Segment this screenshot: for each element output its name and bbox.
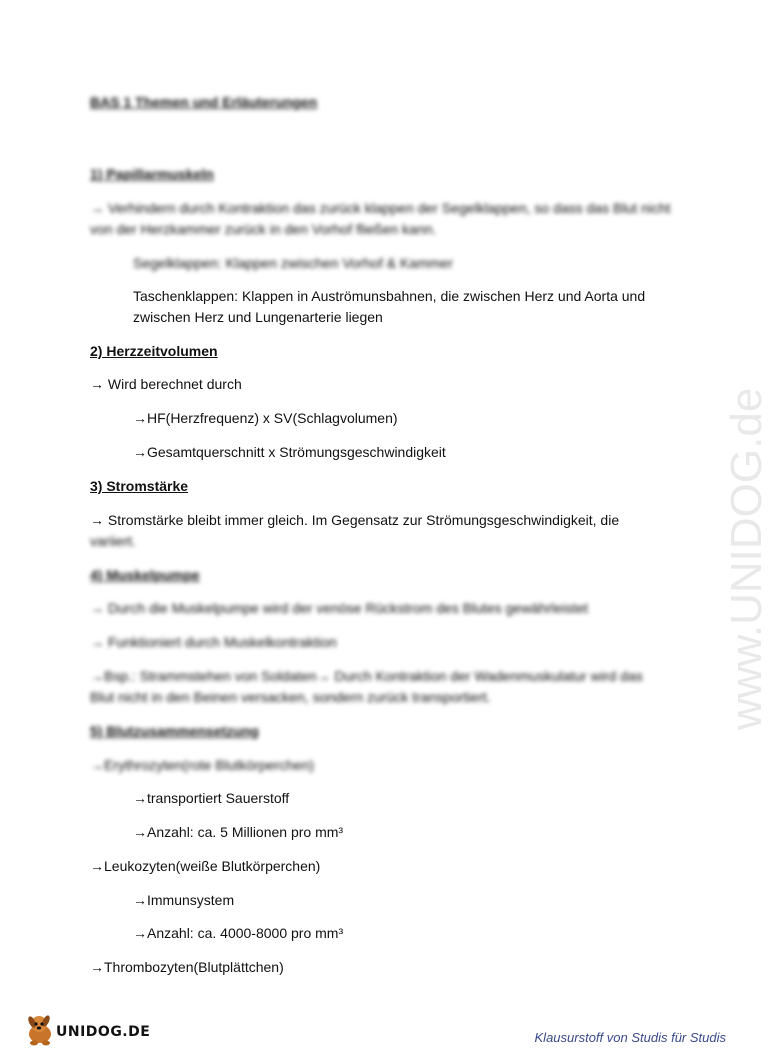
muskelpumpe-text-3: →Bsp.: Strammstehen von Soldaten→ Durch Kontraktion der Wadenmuskulatur wird das: [90, 668, 643, 684]
papillar-text-2: von der Herzkammer zurück in den Vorhof fließen kann.: [90, 221, 437, 237]
taschenklappen-text-1: Taschenklappen: Klappen in Auströmunsbahnen, die zwischen Herz und Aorta und: [133, 288, 646, 304]
erythrozyten-detail-1: →transportiert Sauerstoff: [133, 790, 290, 806]
muskelpumpe-text-1: → Durch die Muskelpumpe wird der venöse Rückstrom des Blutes gewährleistet: [90, 600, 588, 616]
footer-tagline: Klausurstoff von Studis für Studis: [534, 1030, 726, 1045]
thrombozyten-text: →Thrombozyten(Blutplättchen): [90, 959, 284, 975]
section-heading-blutzusammensetzung: 5) Blutzusammensetzung: [90, 723, 259, 739]
watermark: [678, 270, 771, 740]
watermark-text: www.UNIDOG.de: [722, 387, 771, 730]
logo-text: UNIDOG.DE: [56, 1024, 151, 1040]
leukozyten-text: →Leukozyten(weiße Blutkörperchen): [90, 858, 321, 874]
stromstaerke-text-2: variiert.: [90, 533, 136, 549]
section-heading-herzzeitvolumen: 2) Herzzeitvolumen: [90, 343, 218, 359]
dog-mascot-icon: [22, 1012, 58, 1048]
section-heading-stromstaerke: 3) Stromstärke: [90, 478, 189, 494]
leukozyten-detail-2: →Anzahl: ca. 4000-8000 pro mm³: [133, 925, 344, 941]
unidog-logo[interactable]: [22, 1012, 152, 1048]
muskelpumpe-text-2: → Funktioniert durch Muskelkontraktion: [90, 634, 337, 650]
section-heading-papillarmuskeln: 1) Papillarmuskeln: [90, 166, 214, 182]
herzzeit-text-1: → Wird berechnet durch: [90, 376, 242, 392]
erythrozyten-detail-2: →Anzahl: ca. 5 Millionen pro mm³: [133, 824, 344, 840]
document-title: BAS 1 Themen und Erläuterungen: [90, 94, 318, 110]
stromstaerke-text-1: → Stromstärke bleibt immer gleich. Im Gegensatz zur Strömungsgeschwindigkeit, die: [90, 512, 620, 528]
herzzeit-text-2: →HF(Herzfrequenz) x SV(Schlagvolumen): [133, 410, 398, 426]
section-heading-muskelpumpe: 4) Muskelpumpe: [90, 567, 200, 583]
leukozyten-detail-1: →Immunsystem: [133, 892, 235, 908]
erythrozyten-text: →Erythrozyten(rote Blutkörperchen): [90, 757, 315, 773]
segelklappen-text: Segelklappen: Klappen zwischen Vorhof & Kammer: [133, 255, 453, 271]
muskelpumpe-text-4: Blut nicht in den Beinen versacken, sondern zurück transportiert.: [90, 689, 491, 705]
taschenklappen-text-2: zwischen Herz und Lungenarterie liegen: [133, 309, 383, 325]
herzzeit-text-3: →Gesamtquerschnitt x Strömungsgeschwindigkeit: [133, 444, 446, 460]
papillar-text-1: → Verhindern durch Kontraktion das zurück klappen der Segelklappen, so dass das Blut nicht: [90, 200, 671, 216]
